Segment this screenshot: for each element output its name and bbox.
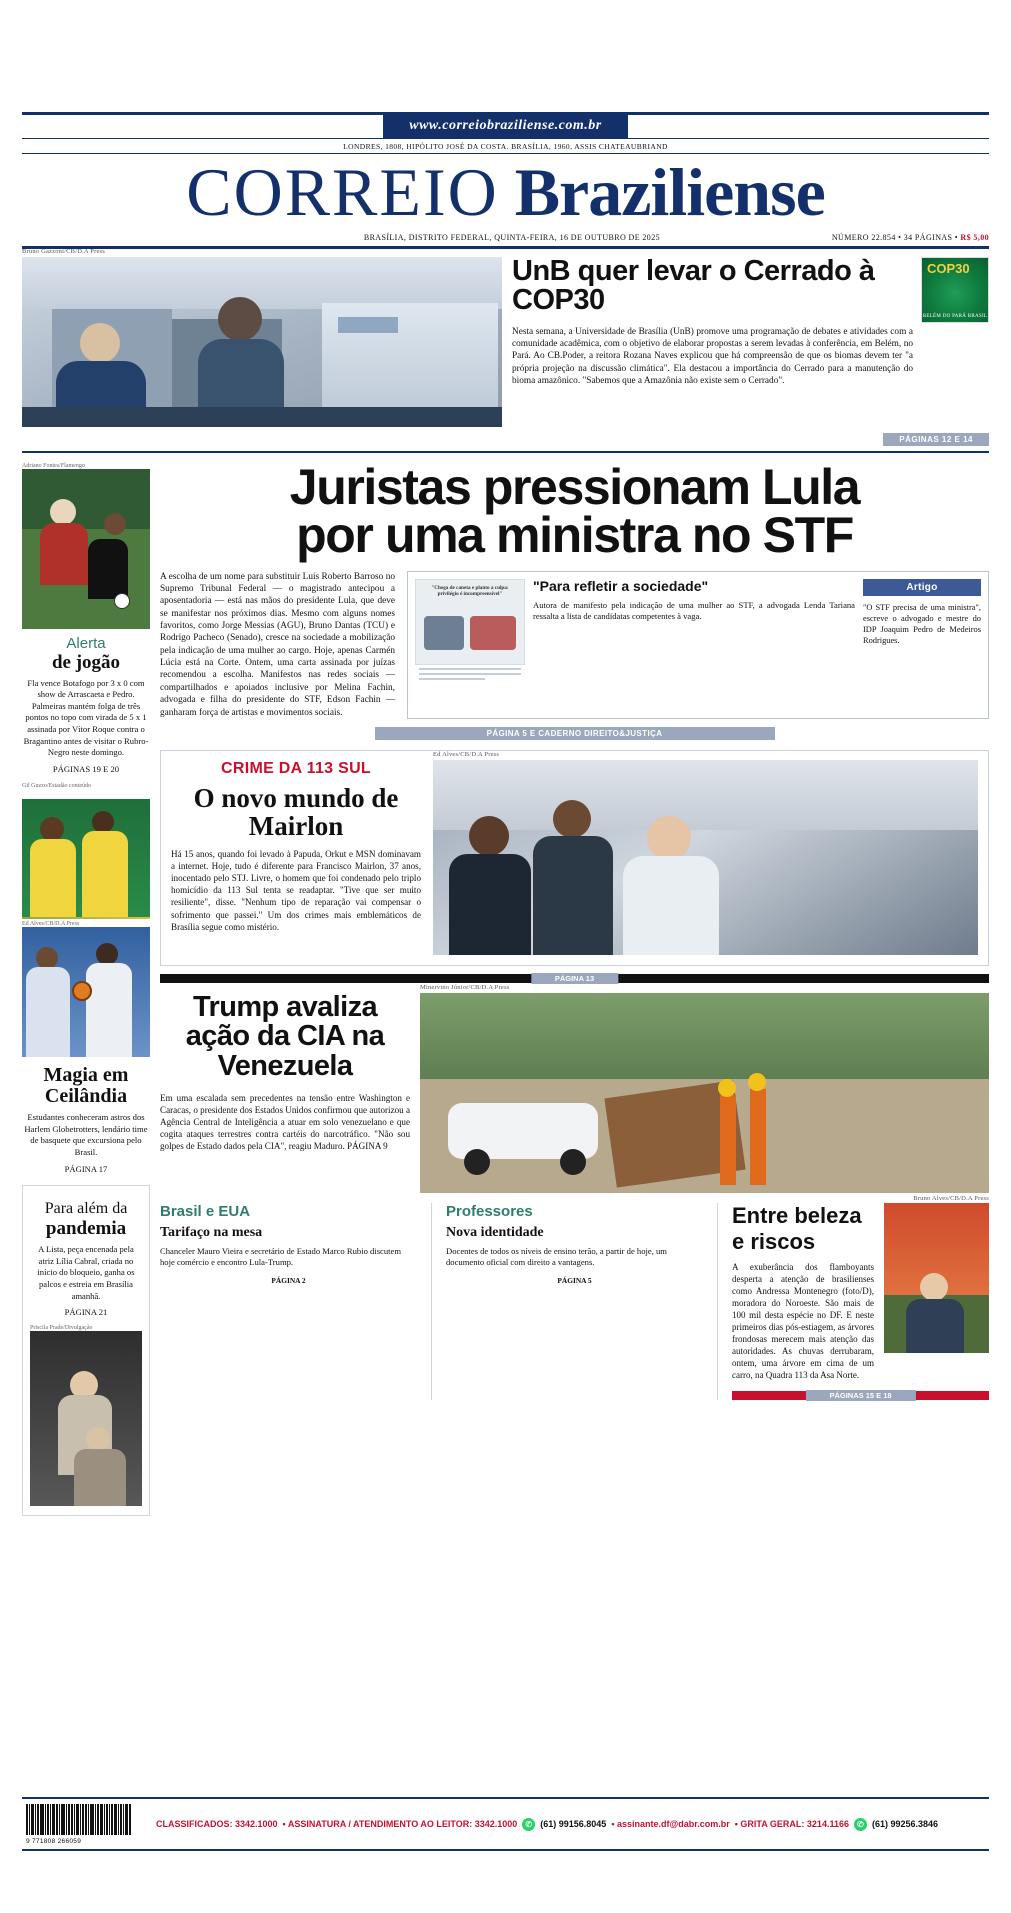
crime-headline: O novo mundo de Mairlon <box>193 782 399 841</box>
footer-grita[interactable]: • GRITA GERAL: 3214.1166 <box>734 1819 849 1829</box>
beleza-pages-tag[interactable]: PÁGINAS 15 E 18 <box>805 1390 915 1401</box>
main-column <box>160 458 989 1526</box>
quote-text: Autora de manifesto pela indicação de uma mulher ao STF, a advogada Lenda Tariana ressalta a lista de candidatas competentes à vaga. <box>533 599 855 622</box>
sub-page-1[interactable]: PÁGINA 5 <box>557 1275 592 1285</box>
trump-story <box>160 983 989 1193</box>
beleza-photo-credit: Bruno Alves/CB/D.A Press <box>913 1194 989 1202</box>
rail-photo-futebol <box>22 469 150 629</box>
sub-page-0[interactable]: PÁGINA 2 <box>271 1275 306 1285</box>
trump-text-block <box>160 990 411 1193</box>
rail-photo-globetrotters <box>22 927 150 1057</box>
artigo-tag[interactable]: Artigo <box>863 579 981 596</box>
rail-item-basquete[interactable] <box>22 799 150 1175</box>
top-story-photo <box>22 257 502 427</box>
trump-body: Em uma escalada sem precedentes na tensão entre Washington e Caracas, o presidente dos Estados Unidos confirmou que autorizou a Agência Central de Inteligência a atuar em solo venezuelano e que cogita ataques terrestres contra cartéis do narcotráfico. "Não sou golpes de Estado dados pela CIA", reagiu Maduro. PÁGINA 9 <box>160 1092 411 1152</box>
whatsapp-icon-2: ✆ <box>854 1818 867 1831</box>
page-title <box>22 154 989 230</box>
crime-photo <box>433 760 978 955</box>
bottom-row <box>160 1194 989 1400</box>
crime-text-block <box>171 760 421 955</box>
beleza-headline: Entre beleza e riscos <box>732 1202 862 1254</box>
dateline: BRASÍLIA, DISTRITO FEDERAL, QUINTA-FEIRA, 16 DE OUTUBRO DE 2025 <box>363 232 661 242</box>
crime-body: Há 15 anos, quando foi levado à Papuda, Orkut e MSN dominavam a internet. Hoje, tudo é diferente para Francisco Mairlon, 37 anos, inocentado pelo STJ. Livre, o homem que foi condenado pelo triplo homicídio da 113 Sul tenta se readaptar. "Tive que ser muito resiliente", disse. "Nenhum tipo de reparação vai compensar o sofrimento que passei." Um dos crimes mais emblemáticos de Brasília segue como mistério. <box>171 849 421 932</box>
column-divider <box>431 1203 432 1400</box>
rail-pages-2[interactable]: PÁGINA 21 <box>64 1307 108 1318</box>
footer-contacts <box>156 1818 985 1831</box>
lead-columns <box>160 571 989 719</box>
left-rail <box>22 461 150 1526</box>
quote-block <box>533 579 855 711</box>
crime-pages-tag[interactable]: PÁGINA 13 <box>531 973 618 984</box>
rail-text-1: Estudantes conheceram astros dos Harlem Globetrotters, lendário time de basquete que excursiona pelo Brasil. <box>24 1112 148 1158</box>
rail-head-1: Magia em Ceilândia <box>43 1064 129 1108</box>
sub-kicker-0: Brasil e EUA <box>160 1202 251 1220</box>
crime-story <box>160 750 989 966</box>
cop30-sublabel: BELÉM DO PARÁ BRASIL <box>922 313 988 319</box>
sub-story-professores[interactable] <box>446 1203 703 1400</box>
trump-photo-credit: Minervino Júnior/CB/D.A Press <box>420 983 510 991</box>
sub-text-1: Docentes de todos os níveis de ensino terão, a partir de hoje, um documento oficial com direito a vantagens. <box>446 1245 667 1268</box>
artigo-text: "O STF precisa de uma ministra", escreve o advogado e mestre do IDP Joaquim Pedro de Medeiros Rodrigues. <box>863 602 981 646</box>
trump-photo <box>420 993 989 1193</box>
rail-text-2: A Lista, peça encenada pela atriz Lília Cabral, criada no início do bloqueio, ganha os palcos e estreia em Brasília amanhã. <box>37 1244 135 1301</box>
rail-kicker-2: Para além da <box>44 1200 128 1218</box>
top-photo-credit: Bruno Gazzoni/CB/D.A Press <box>22 247 106 255</box>
artigo-block <box>863 579 981 711</box>
edition-number: NÚMERO 22.854 • 34 PÁGINAS • <box>831 232 959 242</box>
rail-pages-1[interactable]: PÁGINA 17 <box>64 1163 108 1174</box>
rail-photo-selecao <box>22 799 150 919</box>
footer-classificados[interactable]: CLASSIFICADOS: 3342.1000 <box>156 1819 278 1829</box>
rail-credit-2: Priscila Prade/Divulgação <box>30 1324 93 1331</box>
footer-assinatura[interactable]: • ASSINATURA / ATENDIMENTO AO LEITOR: 3342.1000 <box>282 1819 518 1829</box>
sub-text-0: Chanceler Mauro Vieira e secretário de Estado Marco Rubio discutem hoje comércio e encontro Lula-Trump. <box>160 1245 402 1268</box>
beleza-photo <box>884 1203 989 1353</box>
rail-photo-teatro <box>30 1331 142 1506</box>
price: R$ 5,00 <box>960 232 989 242</box>
clip-thumbnail <box>415 579 525 711</box>
footer-whatsapp-1[interactable]: (61) 99156.8045 <box>540 1819 607 1829</box>
beleza-pages-bar <box>732 1391 989 1400</box>
footer-whatsapp-2[interactable]: (61) 99256.3846 <box>871 1819 939 1829</box>
top-story-headline: UnB quer levar o Cerrado à COP30 <box>512 254 875 317</box>
top-story-text-block <box>512 254 989 427</box>
divider-blue <box>22 451 989 453</box>
barcode-number: 9 771808 266059 <box>26 1838 82 1845</box>
lead-headline-line2: por uma ministra no STF <box>296 506 853 563</box>
rail-pages-0[interactable]: PÁGINAS 19 E 20 <box>52 763 120 774</box>
rail-text-0: Fla vence Botafogo por 3 x 0 com show de Arrascaeta e Pedro. Palmeiras mantém folga de três pontos no topo com virada de 5 x 1 assinada por Vítor Roque contra o Bragantino antes de visitar o Rubro-Negro neste domingo. <box>23 677 149 758</box>
cop30-label: COP30 <box>927 260 970 276</box>
beleza-body: A exuberância dos flamboyants desperta a atenção de brasilienses como Andressa Montenegro (foto/D), moradora do Noroeste. São mais de 100 mil desta espécie no DF. E neste primeiros dias pós-estiagem, as árvores frondosas merecem mais atenção das autoridades. As chuvas derrubaram, ontem, uma árvore em cima de um carro, na Quadra 113 da Asa Norte. <box>732 1261 874 1380</box>
footer-email[interactable]: • assinante.df@dabr.com.br <box>611 1819 730 1829</box>
divider-double <box>22 246 989 249</box>
sub-story-brasil-eua[interactable] <box>160 1203 417 1400</box>
lead-headline-line1: Juristas pressionam Lula <box>289 458 860 515</box>
trump-headline: Trump avaliza ação da CIA na Venezuela <box>185 990 385 1083</box>
rail-credit-1: Ed Alves/CB/D.A Press <box>22 921 80 928</box>
quote-headline: "Para refletir a sociedade" <box>533 577 709 594</box>
website-url[interactable]: www.correiobraziliense.com.br <box>383 115 628 138</box>
crime-photo-credit: Ed Alves/CB/D.A Press <box>433 750 500 758</box>
lead-pages-tag[interactable]: PÁGINA 5 E CADERNO DIREITO&JUSTIÇA <box>375 727 775 740</box>
top-story <box>22 247 989 427</box>
top-story-pages-row <box>22 433 989 446</box>
lead-headline <box>160 458 989 563</box>
beleza-story[interactable] <box>732 1194 989 1400</box>
title-first-word: CORREIO <box>186 154 499 230</box>
lead-side-box <box>407 571 989 719</box>
column-divider-2 <box>717 1203 718 1400</box>
website-bar <box>22 112 989 139</box>
crime-kicker: CRIME DA 113 SUL <box>220 759 372 777</box>
lead-body-text: A escolha de um nome para substituir Luís Roberto Barroso no Supremo Tribunal Federal — o magistrado antecipou a aposentadoria — está nas mãos do presidente Lula, que deve se manifestar nos próximos dias. Mesmo com alguns nomes favoritos, como Jorge Messias (AGU), Bruno Dantas (TCU) e Rodrigo Pacheco (Senado), cresce na sociedade a mobilização pela indicação de uma mulher ao cargo. Hoje, apenas Carmén Lúcia está na Corte. Ontem, uma carta assinada por juízas recomendou a escolha. Manifestos nas redes sociais — compartilhados e apoiados inclusive por Melina Fachin, advogada e filha do presidente do STF, Edson Fachin — ganharam força de artistas e movimentos sociais. <box>160 571 395 718</box>
page-sheet <box>22 112 989 1802</box>
rail-head-2: pandemia <box>45 1218 127 1240</box>
cop30-logo-icon <box>921 257 989 323</box>
clip-caption: "Chega de caneta e planto a culpa: privilégio é incompreensível" <box>431 584 509 598</box>
sub-head-1: Nova identidade <box>446 1224 544 1240</box>
barcode <box>26 1804 146 1844</box>
sub-kicker-1: Professores <box>446 1202 533 1220</box>
crime-pages-bar <box>160 974 989 983</box>
whatsapp-icon: ✆ <box>522 1818 535 1831</box>
masthead <box>22 112 989 249</box>
rail-credit-0: Adriano Fontes/Flamengo <box>22 462 85 469</box>
barcode-bars <box>26 1804 146 1835</box>
clip-image <box>415 579 525 665</box>
founders-line: LONDRES, 1808, HIPÓLITO JOSÉ DA COSTA. BRASÍLIA, 1960, ASSIS CHATEAUBRIAND <box>343 142 668 151</box>
rail-item-teatro[interactable] <box>22 1185 150 1516</box>
title-second-word: Braziliense <box>514 154 825 230</box>
rail-kicker-0: Alerta <box>66 634 106 652</box>
page-footer <box>22 1797 989 1851</box>
top-story-body: Nesta semana, a Universidade de Brasília (UnB) promove uma programação de debates e atividades com a comunidade acadêmica, com o objetivo de elaborar propostas a serem levadas à conferência, em Belém, no Pará. Ao CB.Poder, a reitora Rozana Naves explicou que há compreensão de que os biomas devem ter "a própria projeção na discussão climática". Ela destacou a importância do Cerrado para a manutenção do bioma amazônico. "Sabemos que a Amazônia não existe sem o Cerrado". <box>512 326 913 386</box>
rail-item-futebol[interactable] <box>22 463 150 790</box>
rail-head-0: de jogão <box>51 651 121 673</box>
rail-footer-credit-0: Gil Guzzo/Estadão conteúdo <box>22 783 91 790</box>
sub-head-0: Tarifaço na mesa <box>160 1224 263 1240</box>
top-story-pages-tag[interactable]: PÁGINAS 12 E 14 <box>883 433 989 446</box>
main-grid <box>22 458 989 1526</box>
edition-info <box>832 233 989 242</box>
